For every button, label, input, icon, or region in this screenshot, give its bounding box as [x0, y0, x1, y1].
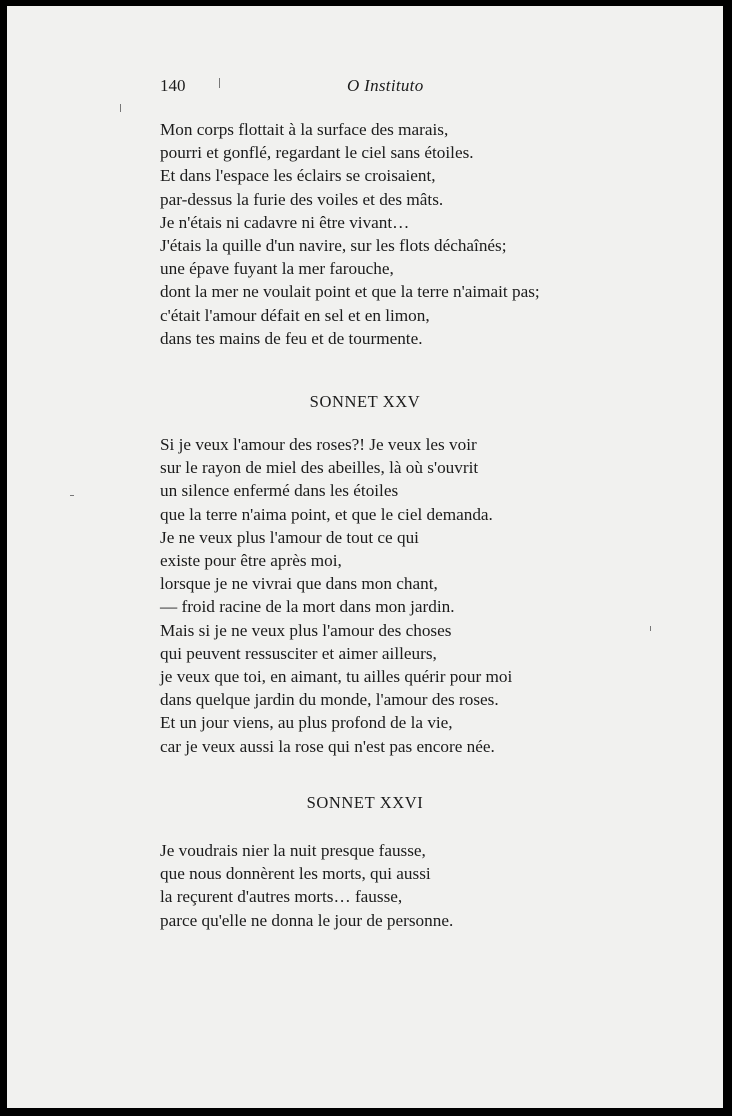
poem-line: lorsque je ne vivrai que dans mon chant, [160, 574, 438, 594]
poem-line: pourri et gonflé, regardant le ciel sans étoiles. [160, 143, 474, 163]
poem-line: Si je veux l'amour des roses?! Je veux les voir [160, 435, 477, 454]
running-title: O Instituto [347, 76, 424, 95]
poem-line: sur le rayon de miel des abeilles, là où s'ouvrit [160, 458, 479, 478]
poem-line: Je voudrais nier la nuit presque fausse, [160, 841, 426, 860]
poem-line: la reçurent d'autres morts… fausse, [160, 887, 403, 907]
page-number: 140 [160, 76, 186, 95]
sonnet-xxv-title: SONNET XXV [309, 392, 421, 411]
poem-line: un silence enfermé dans les étoiles [160, 481, 399, 501]
poem-line: J'étais la quille d'un navire, sur les flots déchaînés; [160, 236, 507, 256]
poem-line: une épave fuyant la mer farouche, [160, 259, 394, 279]
poem-line: Et dans l'espace les éclairs se croisaient, [160, 166, 436, 186]
scan-speck [219, 78, 220, 88]
poem-line: Je n'étais ni cadavre ni être vivant… [160, 212, 410, 232]
poem-line: car je veux aussi la rose qui n'est pas encore née. [160, 736, 495, 756]
poem-line: parce qu'elle ne donna le jour de personne. [160, 910, 454, 930]
poem-line: que nous donnèrent les morts, qui aussi [160, 864, 431, 884]
book-page [7, 6, 723, 1108]
page-content [7, 6, 723, 1108]
poem-line: dans quelque jardin du monde, l'amour des roses. [160, 690, 499, 710]
poem-line: existe pour être après moi, [160, 551, 342, 571]
sonnet-xxvi-title: SONNET XXVI [306, 793, 424, 812]
poem-line: dont la mer ne voulait point et que la terre n'aimait pas; [160, 282, 540, 302]
poem-line: par-dessus la furie des voiles et des mâts. [160, 189, 444, 209]
scan-speck [650, 626, 651, 631]
poem-line: Je ne veux plus l'amour de tout ce qui [160, 527, 419, 547]
poem-line: Mais si je ne veux plus l'amour des choses [160, 620, 452, 640]
poem-stanza-continued [160, 118, 540, 350]
sonnet-xxv-body [160, 433, 512, 758]
poem-line: dans tes mains de feu et de tourmente. [160, 328, 423, 348]
poem-line: qui peuvent ressusciter et aimer ailleurs, [160, 643, 437, 663]
poem-line: je veux que toi, en aimant, tu ailles quérir pour moi [160, 667, 513, 687]
poem-line: Mon corps flottait à la surface des marais, [160, 120, 449, 139]
sonnet-xxvi-body [160, 839, 453, 932]
poem-line: que la terre n'aima point, et que le ciel demanda. [160, 504, 493, 524]
poem-line: Et un jour viens, au plus profond de la vie, [160, 713, 453, 733]
scan-speck [70, 495, 74, 496]
page-header [160, 76, 630, 102]
poem-line: — froid racine de la mort dans mon jardin. [160, 597, 455, 617]
scan-speck [120, 104, 121, 112]
poem-line: c'était l'amour défait en sel et en limon, [160, 305, 430, 325]
